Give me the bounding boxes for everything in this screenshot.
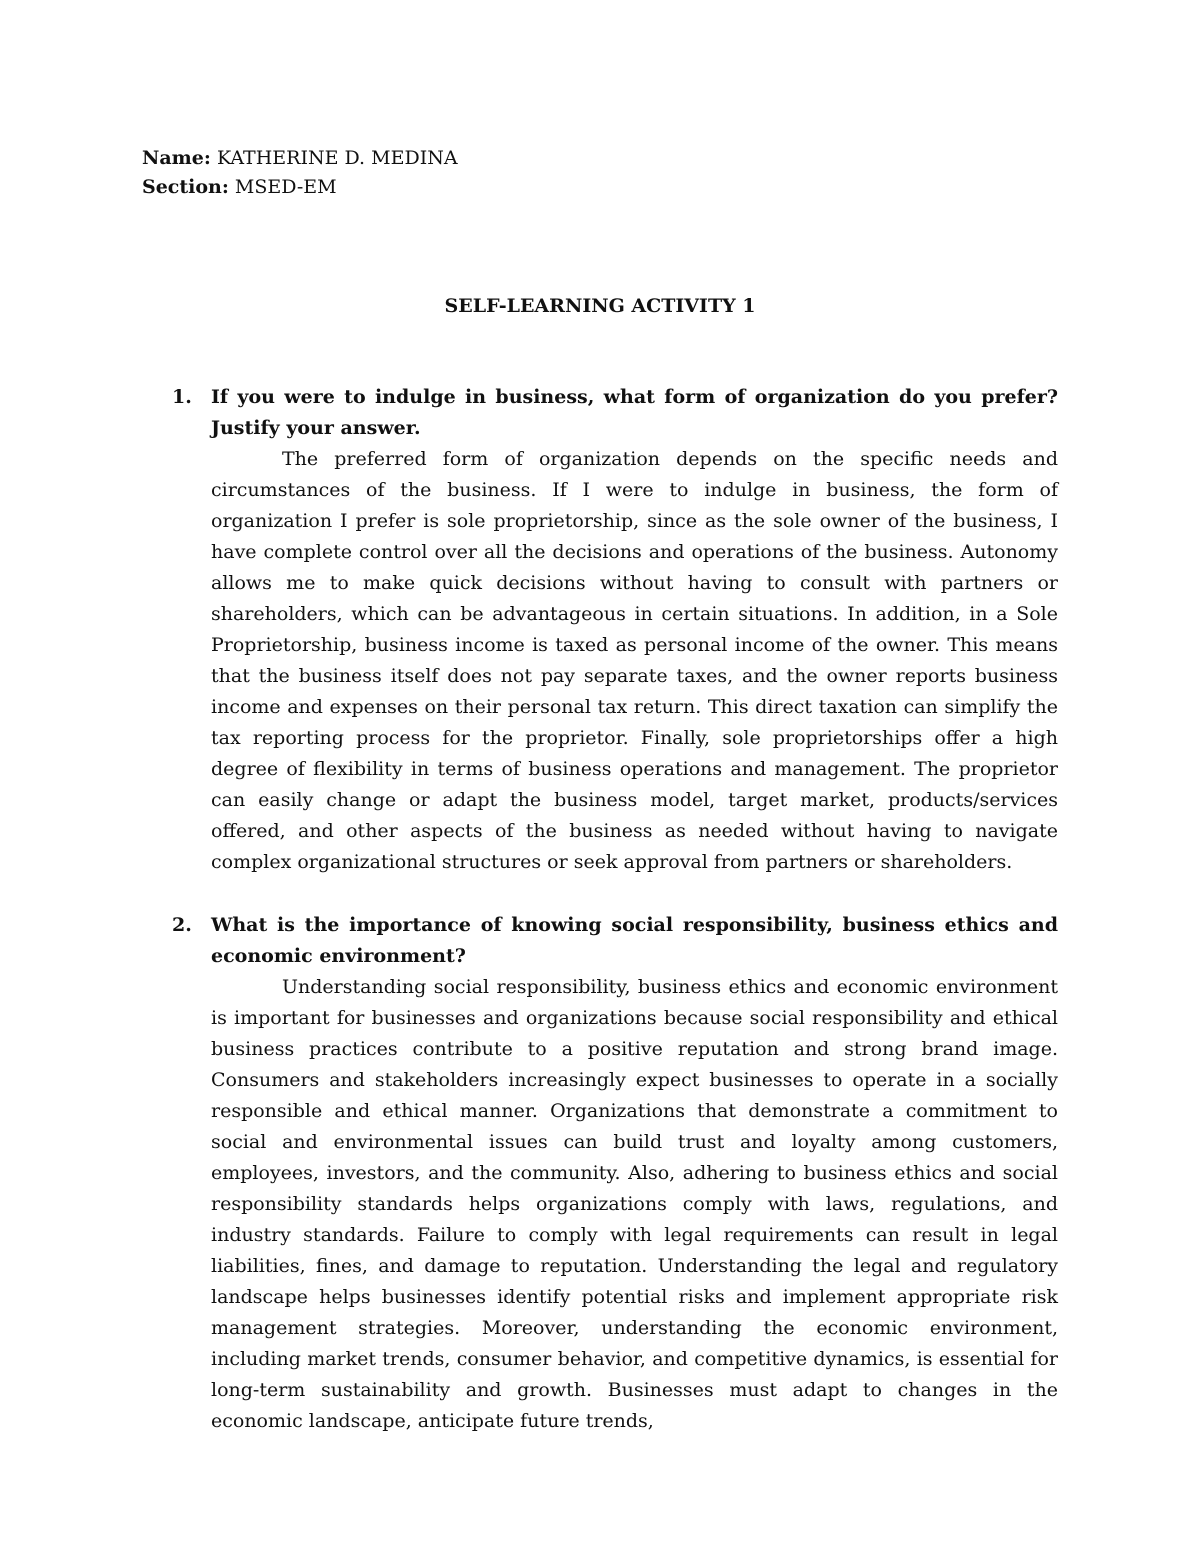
section-line — [142, 173, 458, 202]
question-number: 1. — [172, 386, 192, 408]
answer-text: The preferred form of organization depends on the specific needs and circumstances of the business. If I were to indulge in business, the form of organization I prefer is sole proprietorship, since as the sole owner of the business, I have complete control over all the decisions and operations of the business. Autonomy allows me to make quick decisions without having to consult with partners or shareholders, which can be advantageous in certain situations. In addition, in a Sole Proprietorship, business income is taxed as personal income of the owner. This means that the business itself does not pay separate taxes, and the owner reports business income and expenses on their personal tax return. This direct taxation can simplify the tax reporting process for the proprietor. Finally, sole proprietorships offer a high degree of flexibility in terms of business operations and management. The proprietor can easily change or adapt the business model, target market, products/services offered, and other aspects of the business as needed without having to navigate complex organizational structures or seek approval from partners or shareholders. — [211, 448, 1058, 873]
question-block-2 — [211, 910, 1058, 1437]
question-text: What is the importance of knowing social responsibility, business ethics and economic environment? — [211, 914, 1058, 967]
name-label: Name: — [142, 147, 211, 169]
question-text: If you were to indulge in business, what form of organization do you prefer? Justify your answer. — [211, 386, 1058, 439]
section-label: Section: — [142, 176, 229, 198]
section-value: MSED-EM — [234, 176, 337, 198]
student-header — [142, 144, 458, 202]
question-number: 2. — [172, 914, 192, 936]
name-line — [142, 144, 458, 173]
answer-text: Understanding social responsibility, business ethics and economic environment is important for businesses and organizations because social responsibility and ethical business practices contribute to a positive reputation and strong brand image. Consumers and stakeholders increasingly expect businesses to operate in a socially responsible and ethical manner. Organizations that demonstrate a commitment to social and environmental issues can build trust and loyalty among customers, employees, investors, and the community. Also, adhering to business ethics and social responsibility standards helps organizations comply with laws, regulations, and industry standards. Failure to comply with legal requirements can result in legal liabilities, fines, and damage to reputation. Understanding the legal and regulatory landscape helps businesses identify potential risks and implement appropriate risk management strategies. Moreover, understanding the economic environment, including market trends, consumer behavior, and competitive dynamics, is essential for long-term sustainability and growth. Businesses must adapt to changes in the economic landscape, anticipate future trends, — [211, 976, 1058, 1432]
activity-title: SELF-LEARNING ACTIVITY 1 — [444, 295, 756, 317]
question-block-1 — [211, 382, 1058, 878]
name-value: KATHERINE D. MEDINA — [216, 147, 458, 169]
